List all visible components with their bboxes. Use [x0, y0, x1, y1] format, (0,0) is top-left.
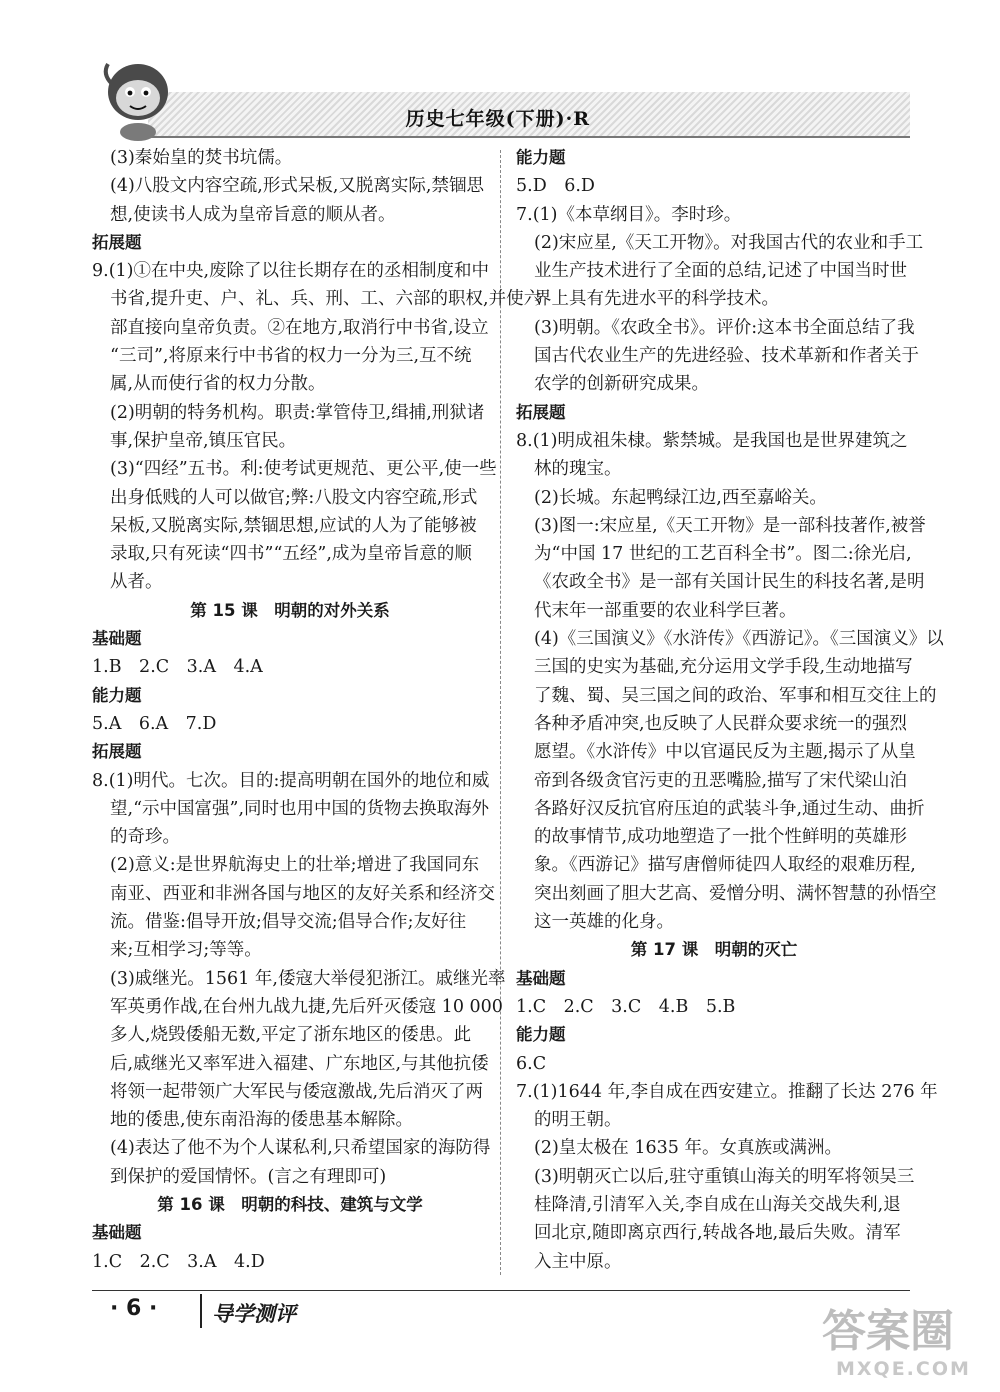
text-line: “三司”,将原来行中书省的权力一分为三,互不统	[110, 346, 472, 367]
text-line: 来;互相学习;等等。	[110, 940, 262, 961]
text-line: 业生产技术进行了全面的总结,记述了中国当时世	[534, 261, 908, 282]
text-line: 愿望。《水浒传》中以官逼民反为主题,揭示了从皇	[534, 742, 916, 763]
text-line: 多人,烧毁倭船无数,平定了浙东地区的倭患。此	[110, 1025, 472, 1046]
text-line: 南亚、西亚和非洲各国与地区的友好关系和经济交	[110, 883, 495, 904]
text-line: 桂降清,引清军入关,李自成在山海关交战失利,退	[534, 1194, 901, 1215]
text-line: 流。借鉴:倡导开放;倡导交流;倡导合作;友好往	[110, 912, 467, 933]
text-line: 代末年一部重要的农业科学巨著。	[534, 600, 797, 621]
text-line: 界上具有先进水平的科学技术。	[534, 289, 779, 310]
text-line: 1.C 2.C 3.A 4.D	[92, 1251, 265, 1272]
section-heading: 能力题	[92, 685, 142, 705]
footer-separator	[200, 1294, 202, 1328]
watermark-logo-text: 答案圈	[822, 1306, 954, 1356]
text-line: 部直接向皇帝负责。②在地方,取消行中书省,设立	[110, 317, 489, 338]
text-line: 国古代农业生产的先进经验、技术革新和作者关于	[534, 346, 919, 367]
text-line: 5.A 6.A 7.D	[92, 713, 217, 734]
mascot-icon	[92, 54, 184, 144]
text-line: (3)“四经”五书。利:使考试更规范、更公平,使一些	[110, 459, 497, 480]
text-line: 9.(1)①在中央,废除了以往长期存在的丞相制度和中	[92, 261, 490, 282]
lesson-title: 第 17 课 明朝的灭亡	[630, 940, 798, 960]
text-line: (3)明朝。《农政全书》。评价:这本书全面总结了我	[534, 317, 915, 338]
text-line: 为“中国 17 世纪的工艺百科全书”。图二:徐光启,	[534, 544, 912, 565]
text-line: 后,戚继光又率军进入福建、广东地区,与其他抗倭	[110, 1053, 489, 1074]
text-line: 属,从而使行省的权力分散。	[110, 374, 326, 395]
text-line: (4)八股文内容空疏,形式呆板,又脱离实际,禁锢思	[110, 176, 484, 197]
text-line: 出身低贱的人可以做官;弊:八股文内容空疏,形式	[110, 487, 478, 508]
text-line: (4)表达了他不为个人谋私利,只希望国家的海防得	[110, 1138, 491, 1159]
text-line: 突出刻画了胆大艺高、爱憎分明、满怀智慧的孙悟空	[534, 883, 937, 904]
section-heading: 拓展题	[92, 742, 142, 762]
section-heading: 能力题	[516, 1025, 566, 1045]
text-line: 地的倭患,使东南沿海的倭患基本解除。	[110, 1110, 414, 1131]
text-line: (3)秦始皇的焚书坑儒。	[110, 148, 293, 168]
text-line: 书省,提升吏、户、礼、兵、刑、工、六部的职权,并使六	[110, 289, 542, 310]
text-line: 到保护的爱国情怀。(言之有理即可)	[110, 1166, 387, 1187]
text-line: 6.C	[516, 1053, 547, 1074]
text-line: 事,保护皇帝,镇压官民。	[110, 430, 297, 451]
text-line: 《农政全书》是一部有关国计民生的科技名著,是明	[534, 572, 925, 593]
text-line: 象。《西游记》描写唐僧师徒四人取经的艰难历程,	[534, 855, 916, 876]
watermark-url: MXQE.COM	[836, 1358, 971, 1380]
text-line: 5.D 6.D	[516, 176, 595, 197]
text-line: 林的瑰宝。	[534, 459, 622, 480]
text-line: 呆板,又脱离实际,禁锢思想,应试的人为了能够被	[110, 515, 477, 536]
text-line: (2)明朝的特务机构。职责:掌管侍卫,缉捕,刑狱诸	[110, 402, 485, 423]
text-line: (2)宋应星,《天工开物》。对我国古代的农业和手工	[534, 232, 924, 253]
text-line: 的奇珍。	[110, 827, 180, 848]
text-line: 的明王朝。	[534, 1110, 622, 1131]
text-line: 三国的史实为基础,充分运用文学手段,生动地描写	[534, 657, 913, 678]
text-line: 农学的创新研究成果。	[534, 374, 709, 395]
text-line: (3)明朝灭亡以后,驻守重镇山海关的明军将领吴三	[534, 1166, 915, 1187]
text-line: 将领一起带领广大军民与倭寇激战,先后消灭了两	[110, 1081, 484, 1102]
text-line: 录取,只有死读“四书”“五经”,成为皇帝旨意的顺	[110, 544, 472, 565]
section-heading: 拓展题	[92, 232, 142, 252]
text-line: 7.(1)《本草纲目》。李时珍。	[516, 204, 742, 225]
lesson-title: 第 16 课 明朝的科技、建筑与文学	[157, 1194, 423, 1214]
text-line: 入主中原。	[534, 1251, 622, 1272]
text-line: 1.B 2.C 3.A 4.A	[92, 657, 263, 678]
footer-brand: 导学测评	[212, 1302, 296, 1326]
lesson-title: 第 15 课 明朝的对外关系	[190, 600, 390, 620]
text-line: 8.(1)明代。七次。目的:提高明朝在国外的地位和威	[92, 770, 490, 791]
text-line: (3)图一:宋应星,《天工开物》是一部科技著作,被誉	[534, 515, 926, 536]
text-line: 各路好汉反抗官府压迫的武装斗争,通过生动、曲折	[534, 798, 925, 819]
column-divider	[500, 150, 501, 1275]
text-line: (3)戚继光。1561 年,倭寇大举侵犯浙江。戚继光率	[110, 968, 506, 989]
page-number: · 6 ·	[110, 1296, 158, 1321]
section-heading: 拓展题	[516, 402, 566, 422]
text-line: 从者。	[110, 572, 163, 593]
right-column	[516, 144, 944, 1276]
text-line: (2)皇太极在 1635 年。女真族或满洲。	[534, 1138, 842, 1159]
text-line: 望,“示中国富强”,同时也用中国的货物去换取海外	[110, 798, 490, 819]
text-line: (2)意义:是世界航海史上的壮举;增进了我国同东	[110, 855, 480, 876]
section-heading: 能力题	[516, 148, 566, 167]
text-line: 这一英雄的化身。	[534, 912, 674, 933]
text-line: (2)长城。东起鸭绿江边,西至嘉峪关。	[534, 487, 827, 508]
text-line: 了魏、蜀、吴三国之间的政治、军事和相互交往上的	[534, 685, 937, 706]
section-heading: 基础题	[92, 629, 142, 649]
section-heading: 基础题	[92, 1223, 142, 1243]
section-heading: 基础题	[516, 968, 566, 988]
text-line: 帝到各级贪官污吏的丑恶嘴脸,描写了宋代梁山泊	[534, 770, 908, 791]
text-line: 1.C 2.C 3.C 4.B 5.B	[516, 996, 736, 1017]
text-line: 军英勇作战,在台州九战九捷,先后歼灭倭寇 10 000	[110, 996, 503, 1017]
watermark-logo	[816, 1300, 988, 1356]
text-line: 回北京,随即离京西行,转战各地,最后失败。清军	[534, 1223, 901, 1244]
page-header-title: 历史七年级(下册)·R	[405, 108, 590, 130]
text-line: 的故事情节,成功地塑造了一批个性鲜明的英雄形	[534, 827, 908, 848]
text-line: 想,使读书人成为皇帝旨意的顺从者。	[110, 204, 396, 225]
footer-rule	[92, 1290, 910, 1291]
text-line: 各种矛盾冲突,也反映了人民群众要求统一的强烈	[534, 713, 908, 734]
text-line: (4)《三国演义》《水浒传》《西游记》。《三国演义》以	[534, 629, 944, 650]
text-line: 8.(1)明成祖朱棣。紫禁城。是我国也是世界建筑之	[516, 430, 908, 451]
text-line: 7.(1)1644 年,李自成在西安建立。推翻了长达 276 年	[516, 1081, 938, 1102]
